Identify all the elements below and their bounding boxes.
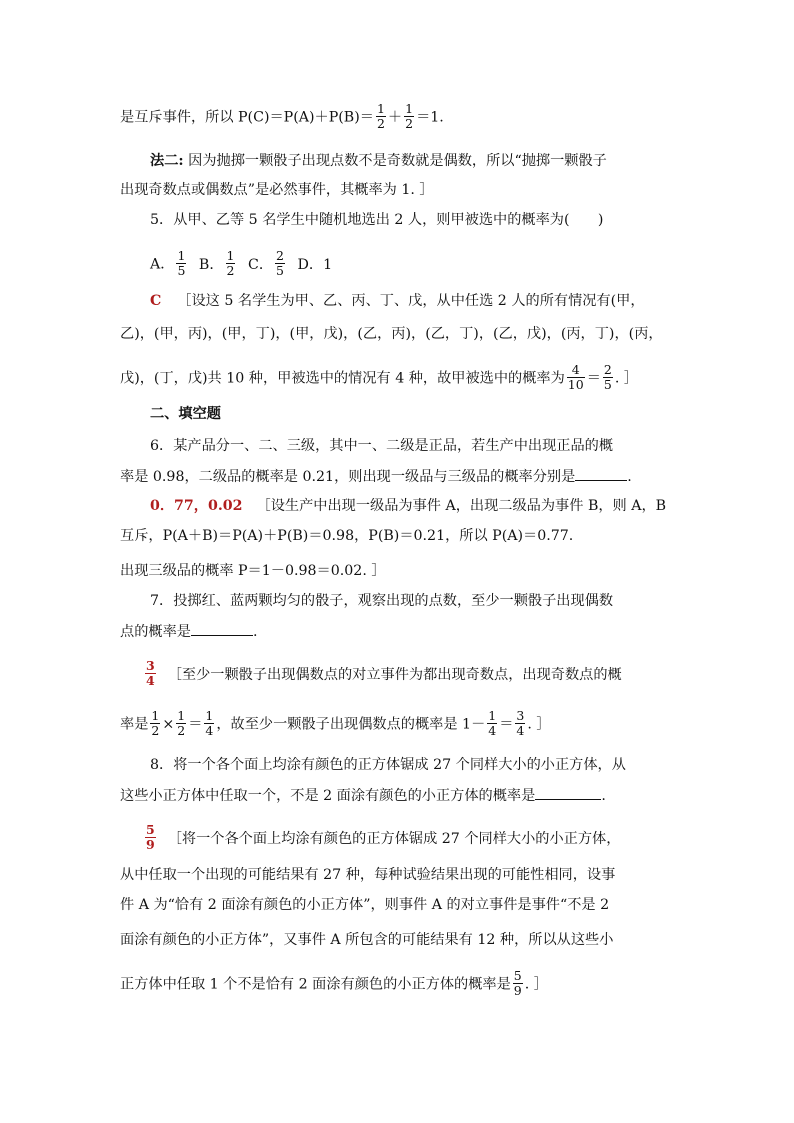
period: . xyxy=(252,624,258,640)
question-7-stem xyxy=(120,621,257,642)
answer-blank xyxy=(535,785,601,800)
answer-label: 0．77，0.02 xyxy=(150,498,243,514)
denominator: 2 xyxy=(151,723,160,738)
answer-label: C xyxy=(150,293,162,309)
section-title: 二、填空题 xyxy=(150,406,221,422)
method-two-line xyxy=(120,180,434,200)
explanation-text: ［将一个各个面上均涂有颜色的正方体锯成 27 个同样大小的小正方体， xyxy=(167,830,621,847)
option-d-label: D．1 xyxy=(297,256,333,273)
denominator: 10 xyxy=(567,377,584,392)
question-7-stem xyxy=(150,591,613,611)
period: . xyxy=(627,469,632,485)
question-7-answer-line xyxy=(143,660,622,689)
explanation-text: ［至少一颗骰子出现偶数点的对立事件为都出现奇数点，出现奇数点的概 xyxy=(167,666,622,683)
solution-line xyxy=(120,103,444,132)
explanation-text: 件 A 为“恰有 2 面涂有颜色的小正方体”，则事件 A 的对立事件是事件“不是 2 xyxy=(120,897,610,913)
fraction xyxy=(487,709,497,738)
option-a-fraction xyxy=(176,249,186,278)
fraction xyxy=(515,709,525,738)
denominator: 9 xyxy=(513,983,522,998)
numerator: 1 xyxy=(151,708,160,723)
question-8-explanation xyxy=(120,865,615,885)
explanation-text: 互斥，P(A＋B)＝P(A)＋P(B)＝0.98，P(B)＝0.21，所以 P(A)＝0.77. xyxy=(120,528,574,544)
denominator: 2 xyxy=(177,723,186,738)
question-5-stem xyxy=(150,210,603,230)
denominator: 4 xyxy=(146,673,155,688)
numerator: 1 xyxy=(205,708,214,723)
section-heading xyxy=(150,404,221,424)
answer-blank xyxy=(575,466,627,481)
numerator: 5 xyxy=(513,968,522,983)
denominator: 2 xyxy=(405,116,414,131)
question-6-explanation xyxy=(120,561,386,581)
times-sign: × xyxy=(162,716,175,733)
explanation-end: . ］ xyxy=(527,716,551,733)
fraction xyxy=(404,102,414,131)
denominator: 2 xyxy=(226,263,235,278)
question-8-explanation xyxy=(120,970,548,999)
option-c-label: C． xyxy=(248,256,274,273)
question-8-stem xyxy=(120,785,606,806)
question-text: 这些小正方体中任取一个，不是 2 面涂有颜色的小正方体的概率是 xyxy=(120,788,536,804)
fraction xyxy=(204,709,214,738)
option-b-label: B． xyxy=(198,256,224,273)
denominator: 5 xyxy=(276,263,284,278)
answer-fraction xyxy=(145,659,156,688)
numerator: 3 xyxy=(146,658,155,673)
numerator: 1 xyxy=(488,708,497,723)
denominator: 5 xyxy=(603,377,612,392)
explanation-text: 从中任取一个出现的可能结果有 27 种，每种试验结果出现的可能性相同，设事 xyxy=(120,867,616,883)
answer-blank xyxy=(191,621,253,636)
text: 是互斥事件，所以 P(C)＝P(A)＋P(B)＝ xyxy=(120,109,374,126)
explanation-text: 出现三级品的概率 P＝1－0.98＝0.02. ］ xyxy=(120,563,386,579)
question-5-explanation xyxy=(120,364,638,393)
plus-sign: ＋ xyxy=(387,109,403,126)
equals-sign: ＝ xyxy=(586,370,601,387)
numerator: 5 xyxy=(146,822,155,837)
question-text: 8．将一个各个面上均涂有颜色的正方体锯成 27 个同样大小的小正方体，从 xyxy=(150,757,626,773)
equation-end: ＝1. xyxy=(416,109,444,126)
explanation-text: 正方体中任取 1 个不是恰有 2 面涂有颜色的小正方体的概率是 xyxy=(120,976,511,993)
denominator: 4 xyxy=(205,723,214,738)
equals-sign: ＝ xyxy=(499,716,514,733)
text: 出现奇数点或偶数点”是必然事件，其概率为 1. ］ xyxy=(120,182,434,198)
fraction xyxy=(603,363,613,392)
fraction xyxy=(176,709,186,738)
question-8-answer-line xyxy=(143,824,620,853)
numerator: 1 xyxy=(226,248,235,263)
fraction xyxy=(376,102,386,131)
fraction xyxy=(513,969,523,998)
question-8-stem xyxy=(150,755,626,775)
answer-fraction xyxy=(145,823,156,852)
period: . xyxy=(601,788,606,804)
question-6-stem xyxy=(120,466,632,487)
question-5-explanation xyxy=(120,324,663,344)
denominator: 2 xyxy=(376,116,385,131)
numerator: 2 xyxy=(603,362,612,377)
text: 因为抛掷一颗骰子出现点数不是奇数就是偶数，所以“抛掷一颗骰子 xyxy=(183,153,607,169)
question-5-answer-line xyxy=(150,291,645,311)
explanation-text: ［设生产中出现一级品为事件 A，出现二级品为事件 B，则 A，B xyxy=(256,498,667,514)
numerator: 2 xyxy=(276,248,284,263)
explanation-text: 面涂有颜色的小正方体”，又事件 A 所包含的可能结果有 12 种，所以从这些小 xyxy=(120,932,614,948)
explanation-end: . ］ xyxy=(614,370,639,387)
question-8-explanation xyxy=(120,895,609,915)
method-two-line xyxy=(150,151,607,171)
explanation-text: ，故至少一颗骰子出现偶数点的概率是 1－ xyxy=(216,716,486,733)
explanation-text: 戊)，(丁，戊)共 10 种，甲被选中的情况有 4 种，故甲被选中的概率为 xyxy=(120,370,565,387)
option-a-label: A． xyxy=(150,256,175,273)
explanation-text: 乙)，(甲，丙)，(甲，丁)，(甲，戊)，(乙，丙)，(乙，丁)，(乙，戊)，(丙，丁)，(丙， xyxy=(120,326,663,342)
question-text: 6．某产品分一、二、三级，其中一、二级是正品，若生产中出现正品的概 xyxy=(150,438,614,454)
numerator: 1 xyxy=(405,101,414,116)
question-6-stem xyxy=(150,436,613,456)
numerator: 3 xyxy=(516,708,525,723)
denominator: 4 xyxy=(488,723,497,738)
denominator: 4 xyxy=(516,723,525,738)
explanation-text: 率是 xyxy=(120,716,149,733)
numerator: 1 xyxy=(376,101,385,116)
question-5-options xyxy=(150,250,332,279)
question-text: 7．投掷红、蓝两颗均匀的骰子，观察出现的点数，至少一颗骰子出现偶数 xyxy=(150,593,614,609)
question-6-explanation xyxy=(120,526,573,546)
numerator: 1 xyxy=(177,248,186,263)
explanation-text: ［设这 5 名学生为甲、乙、丙、丁、戊，从中任选 2 人的所有情况有(甲， xyxy=(177,293,645,309)
method-label: 法二: xyxy=(150,153,184,169)
question-7-explanation xyxy=(120,710,551,739)
explanation-end: . ］ xyxy=(524,976,548,993)
equals-sign: ＝ xyxy=(188,716,203,733)
fraction xyxy=(150,709,160,738)
question-text: 点的概率是 xyxy=(120,624,191,640)
fraction xyxy=(567,363,585,392)
question-text: 率是 0.98，二级品的概率是 0.21，则出现一级品与三级品的概率分别是 xyxy=(120,469,576,485)
numerator: 4 xyxy=(567,363,585,378)
denominator: 9 xyxy=(146,837,155,852)
denominator: 5 xyxy=(177,263,186,278)
question-6-answer-line xyxy=(150,496,666,516)
option-c-fraction xyxy=(275,249,285,278)
question-8-explanation xyxy=(120,930,613,950)
question-text: 5．从甲、乙等 5 名学生中随机地选出 2 人，则甲被选中的概率为( ) xyxy=(150,212,604,228)
option-b-fraction xyxy=(226,249,236,278)
numerator: 1 xyxy=(177,708,186,723)
